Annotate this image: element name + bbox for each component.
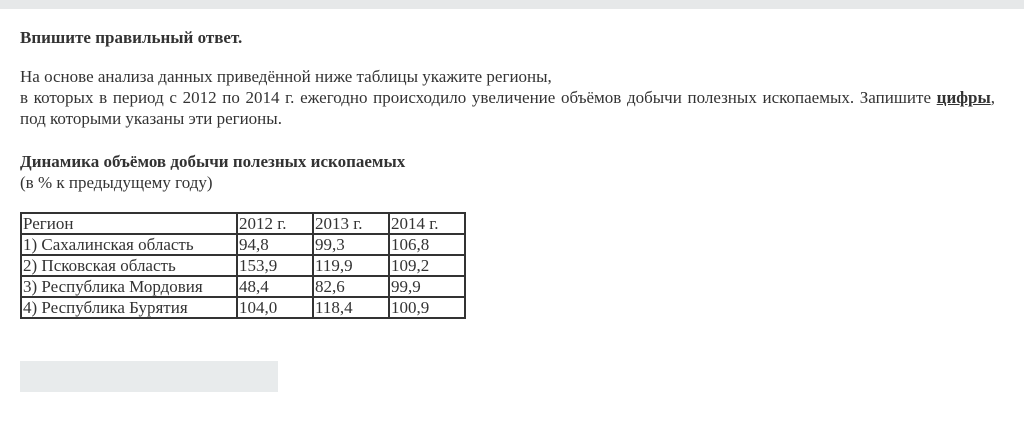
value-cell: 94,8 — [237, 234, 313, 255]
task-line-2-start: в которых в период с 2012 по 2014 г. ежегодно происходило увеличение объёмов добычи полезных ископаемых. Запишите — [20, 88, 937, 107]
value-cell: 119,9 — [313, 255, 389, 276]
table-row — [21, 234, 465, 255]
task-line-2-end: , под которыми указаны эти регионы. — [20, 88, 995, 128]
task-highlight-word: цифры — [936, 88, 991, 107]
header-2014: 2014 г. — [389, 213, 465, 234]
value-cell: 48,4 — [237, 276, 313, 297]
table-row — [21, 276, 465, 297]
task-line-1: На основе анализа данных приведённой ниже таблицы укажите регионы, — [20, 67, 552, 86]
region-cell: 3) Республика Мордовия — [21, 276, 237, 297]
value-cell: 109,2 — [389, 255, 465, 276]
value-cell: 153,9 — [237, 255, 313, 276]
table-title: Динамика объёмов добычи полезных ископаемых — [20, 152, 406, 171]
header-2013: 2013 г. — [313, 213, 389, 234]
value-cell: 99,9 — [389, 276, 465, 297]
value-cell: 106,8 — [389, 234, 465, 255]
value-cell: 104,0 — [237, 297, 313, 318]
data-table — [20, 212, 466, 319]
table-header-row — [21, 213, 465, 234]
value-cell: 82,6 — [313, 276, 389, 297]
region-cell: 4) Республика Бурятия — [21, 297, 237, 318]
table-row — [21, 255, 465, 276]
task-content — [20, 27, 995, 193]
value-cell: 100,9 — [389, 297, 465, 318]
instruction-text: Впишите правильный ответ. — [20, 28, 243, 47]
value-cell: 118,4 — [313, 297, 389, 318]
value-cell: 99,3 — [313, 234, 389, 255]
region-cell: 1) Сахалинская область — [21, 234, 237, 255]
answer-input[interactable] — [20, 361, 278, 392]
region-cell: 2) Псковская область — [21, 255, 237, 276]
table-subtitle: (в % к предыдущему году) — [20, 173, 213, 192]
task-line-2 — [20, 87, 995, 129]
header-region: Регион — [21, 213, 237, 234]
task-text — [20, 66, 995, 129]
table-row — [21, 297, 465, 318]
header-2012: 2012 г. — [237, 213, 313, 234]
top-bar — [0, 0, 1024, 9]
